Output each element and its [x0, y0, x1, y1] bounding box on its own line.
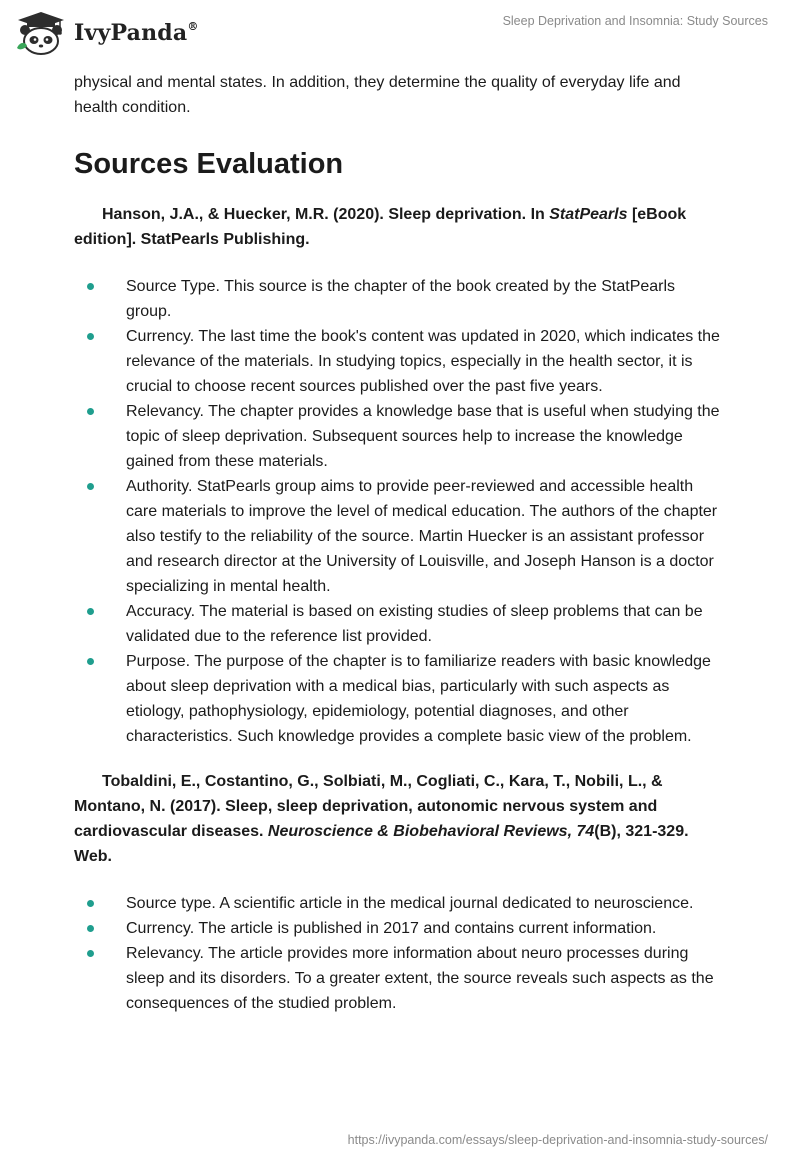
reference-hanson: Hanson, J.A., & Huecker, M.R. (2020). Sleep deprivation. In StatPearls [eBook edition]. StatPearls Publishing. [74, 206, 687, 248]
list-item: Source type. A scientific article in the medical journal dedicated to neuroscience. [74, 891, 724, 916]
bullet-icon [87, 608, 94, 615]
list-item: Currency. The article is published in 2017 and contains current information. [74, 916, 724, 941]
bullet-icon [87, 950, 94, 957]
bullet-icon [87, 283, 94, 290]
bullet-icon [87, 900, 94, 907]
document-title: Sleep Deprivation and Insomnia: Study Sources [502, 14, 768, 28]
source1-criteria-list [74, 274, 724, 749]
section-heading: Sources Evaluation [74, 148, 344, 180]
bullet-icon [87, 333, 94, 340]
bullet-icon [87, 483, 94, 490]
intro-paragraph: physical and mental states. In addition, they determine the quality of everyday life and health condition. [74, 74, 681, 116]
list-item: Source Type. This source is the chapter of the book created by the StatPearls group. [74, 274, 724, 324]
reference-tobaldini: Tobaldini, E., Costantino, G., Solbiati, M., Cogliati, C., Kara, T., Nobili, L., & Montano, N. (2017). Sleep, sleep deprivation, autonomic nervous system and cardiovascular diseases. Neuroscience & Biobehavioral Reviews, 74(B), 321-329. Web. [74, 773, 689, 865]
bullet-icon [87, 925, 94, 932]
source2-criteria-list [74, 891, 724, 1016]
list-item: Authority. StatPearls group aims to provide peer-reviewed and accessible health care materials to improve the level of medical education. The authors of the chapter also testify to the reliability of the source. Martin Huecker is an assistant professor and research director at the University of Louisville, and Joseph Hanson is a doctor specializing in mental health. [74, 474, 724, 599]
bullet-icon [87, 408, 94, 415]
page-header [0, 0, 800, 60]
article-body [74, 70, 724, 1016]
list-item: Accuracy. The material is based on existing studies of sleep problems that can be validated due to the reference list provided. [74, 599, 724, 649]
list-item: Purpose. The purpose of the chapter is to familiarize readers with basic knowledge about sleep deprivation with a medical bias, particularly with such aspects as etiology, pathophysiology, epidemiology, potential diagnoses, and other characteristics. Such knowledge provides a complete basic view of the problem. [74, 649, 724, 749]
bullet-icon [87, 658, 94, 665]
list-item: Relevancy. The article provides more information about neuro processes during sleep and its disorders. To a greater extent, the source reveals such aspects as the consequences of the studied problem. [74, 941, 724, 1016]
brand-name: IvyPanda® [74, 19, 199, 46]
ivypanda-logo[interactable] [14, 10, 199, 56]
list-item: Currency. The last time the book's content was updated in 2020, which indicates the relevance of the materials. In studying topics, especially in the health sector, it is crucial to choose recent sources published over the past five years. [74, 324, 724, 399]
footer-url[interactable]: https://ivypanda.com/essays/sleep-deprivation-and-insomnia-study-sources/ [347, 1133, 768, 1147]
panda-graduate-icon [14, 10, 68, 56]
list-item: Relevancy. The chapter provides a knowledge base that is useful when studying the topic of sleep deprivation. Subsequent sources help to increase the knowledge gained from these materials. [74, 399, 724, 474]
